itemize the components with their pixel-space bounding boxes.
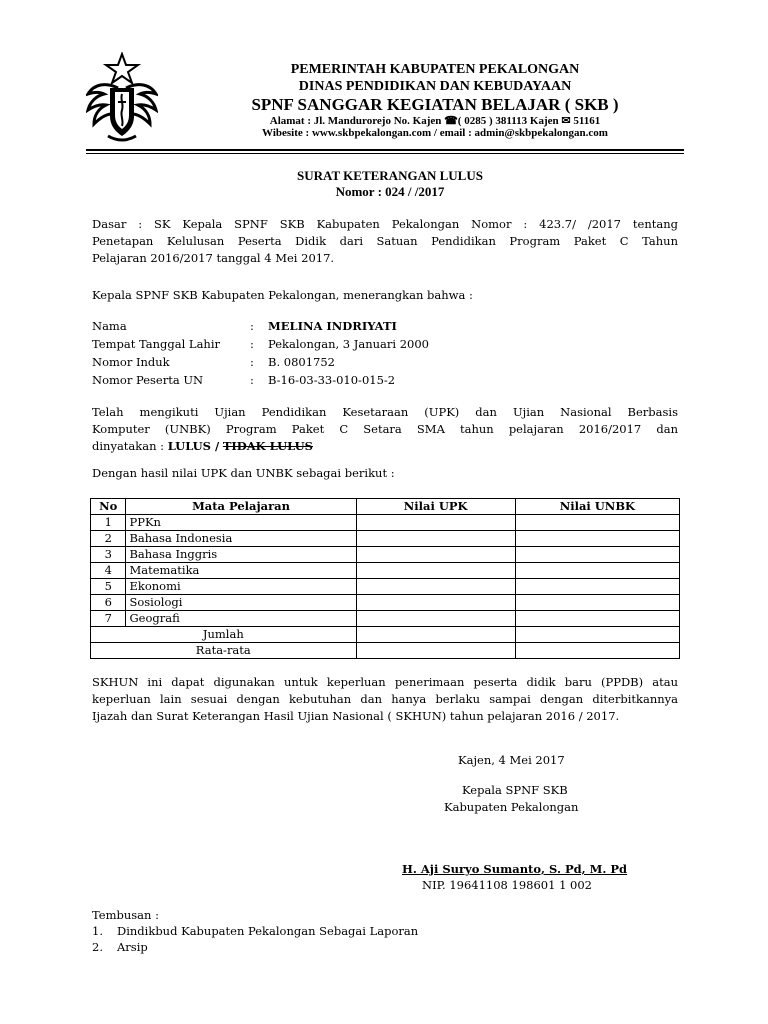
signature-place-date: Kajen, 4 Mei 2017 [458, 753, 565, 767]
exam-paragraph [92, 404, 678, 455]
row-subject: Geografi [126, 611, 356, 627]
document-title: SURAT KETERANGAN LULUS [297, 168, 483, 183]
table-row [91, 531, 680, 547]
row-no: 3 [91, 547, 126, 563]
row-upk [356, 579, 515, 595]
row-no: 7 [91, 611, 126, 627]
row-unbk [515, 595, 679, 611]
row-upk [356, 595, 515, 611]
signature-nip: NIP. 19641108 198601 1 002 [422, 878, 592, 892]
closing-line-3: Ijazah dan Surat Keterangan Hasil Ujian Nasional ( SKHUN) tahun pelajaran 2016 / 2017. [92, 709, 620, 723]
field-label-nama: Nama [92, 319, 127, 333]
table-row [91, 547, 680, 563]
header-website: Wibesite : www.skbpekalongan.com / email : admin@skbpekalongan.com [262, 127, 608, 139]
table-row [91, 515, 680, 531]
row-unbk [515, 611, 679, 627]
header-address: Alamat : Jl. Mandurorejo No. Kajen ☎( 0285 ) 381113 Kajen ✉ 51161 [269, 115, 601, 127]
average-unbk [515, 643, 679, 659]
row-subject: Bahasa Inggris [126, 547, 356, 563]
closing-line-2: keperluan lain sesuai dengan kebutuhan dan hanya berlaku sampai dengan diterbitkannya [92, 692, 678, 706]
dasar-line-2: Penetapan Kelulusan Peserta Didik dari Satuan Pendidikan Program Paket C Tahun [92, 234, 678, 248]
average-upk [356, 643, 515, 659]
row-no: 5 [91, 579, 126, 595]
row-no: 4 [91, 563, 126, 579]
header-divider-thick [86, 149, 684, 151]
table-total-row [91, 627, 680, 643]
closing-line-1: SKHUN ini dapat digunakan untuk keperluan penerimaan peserta didik baru (PPDB) atau [92, 675, 678, 689]
row-unbk [515, 579, 679, 595]
signature-name: H. Aji Suryo Sumanto, S. Pd, M. Pd [402, 862, 628, 876]
total-unbk [515, 627, 679, 643]
table-row [91, 579, 680, 595]
table-average-row [91, 643, 680, 659]
tembusan-item-no: 1. [92, 924, 103, 938]
results-intro: Dengan hasil nilai UPK dan UNBK sebagai berikut : [92, 466, 395, 480]
header-institution: SPNF SANGGAR KEGIATAN BELAJAR ( SKB ) [251, 95, 619, 114]
header-department: DINAS PENDIDIKAN DAN KEBUDAYAAN [298, 79, 572, 94]
row-subject: Sosiologi [126, 595, 356, 611]
exam-line-3-prefix: dinyatakan : [92, 439, 168, 453]
row-subject: PPKn [126, 515, 356, 531]
tembusan-item-no: 2. [92, 940, 103, 954]
exam-line-3 [92, 438, 678, 455]
row-unbk [515, 531, 679, 547]
row-upk [356, 547, 515, 563]
tembusan-label: Tembusan : [92, 908, 159, 922]
table-row [91, 563, 680, 579]
field-separator: : [250, 319, 254, 333]
signature-position-2: Kabupaten Pekalongan [444, 800, 579, 814]
field-separator: : [250, 355, 254, 369]
exam-line-2: Komputer (UNBK) Program Paket C Setara SMA tahun pelajaran 2016/2017 dan [92, 422, 678, 436]
dasar-line-3: Pelajaran 2016/2017 tanggal 4 Mei 2017. [92, 251, 335, 265]
header-no: No [91, 499, 126, 515]
field-separator: : [250, 373, 254, 387]
intro-text: Kepala SPNF SKB Kabupaten Pekalongan, menerangkan bahwa : [92, 288, 473, 302]
field-label-ttl: Tempat Tanggal Lahir [92, 337, 221, 351]
header-government: PEMERINTAH KABUPATEN PEKALONGAN [290, 62, 580, 77]
dasar-line-1: Dasar : SK Kepala SPNF SKB Kabupaten Pekalongan Nomor : 423.7/ /2017 tentang [92, 217, 678, 231]
field-separator: : [250, 337, 254, 351]
header-upk: Nilai UPK [356, 499, 515, 515]
header-subject: Mata Pelajaran [126, 499, 356, 515]
field-label-nomor-peserta: Nomor Peserta UN [92, 373, 204, 387]
grades-table [90, 498, 680, 659]
row-subject: Matematika [126, 563, 356, 579]
row-no: 1 [91, 515, 126, 531]
row-subject: Ekonomi [126, 579, 356, 595]
table-header-row [91, 499, 680, 515]
tembusan-item-text: Dindikbud Kabupaten Pekalongan Sebagai Laporan [117, 924, 419, 938]
row-unbk [515, 515, 679, 531]
signature-position-1: Kepala SPNF SKB [462, 783, 568, 797]
row-unbk [515, 547, 679, 563]
row-upk [356, 515, 515, 531]
table-row [91, 611, 680, 627]
status-tidak-lulus: TIDAK LULUS [222, 439, 313, 453]
garuda-emblem-icon [86, 52, 158, 144]
header-unbk: Nilai UNBK [515, 499, 679, 515]
header-divider-thin [86, 153, 684, 154]
row-upk [356, 563, 515, 579]
dasar-paragraph [92, 216, 678, 267]
status-lulus: LULUS / [167, 439, 220, 453]
row-subject: Bahasa Indonesia [126, 531, 356, 547]
row-no: 6 [91, 595, 126, 611]
total-label: Jumlah [91, 627, 357, 643]
closing-paragraph [92, 674, 678, 725]
field-value-nama: MELINA INDRIYATI [268, 319, 397, 333]
row-upk [356, 531, 515, 547]
field-label-nomor-induk: Nomor Induk [92, 355, 170, 369]
row-unbk [515, 563, 679, 579]
field-value-nomor-induk: B. 0801752 [268, 355, 335, 369]
field-value-ttl: Pekalongan, 3 Januari 2000 [268, 337, 429, 351]
field-value-nomor-peserta: B-16-03-33-010-015-2 [268, 373, 396, 387]
table-row [91, 595, 680, 611]
exam-line-1: Telah mengikuti Ujian Pendidikan Kesetaraan (UPK) dan Ujian Nasional Berbasis [92, 405, 678, 419]
total-upk [356, 627, 515, 643]
tembusan-item-text: Arsip [117, 940, 148, 954]
document-number: Nomor : 024 / /2017 [335, 184, 445, 199]
average-label: Rata-rata [91, 643, 357, 659]
row-upk [356, 611, 515, 627]
row-no: 2 [91, 531, 126, 547]
